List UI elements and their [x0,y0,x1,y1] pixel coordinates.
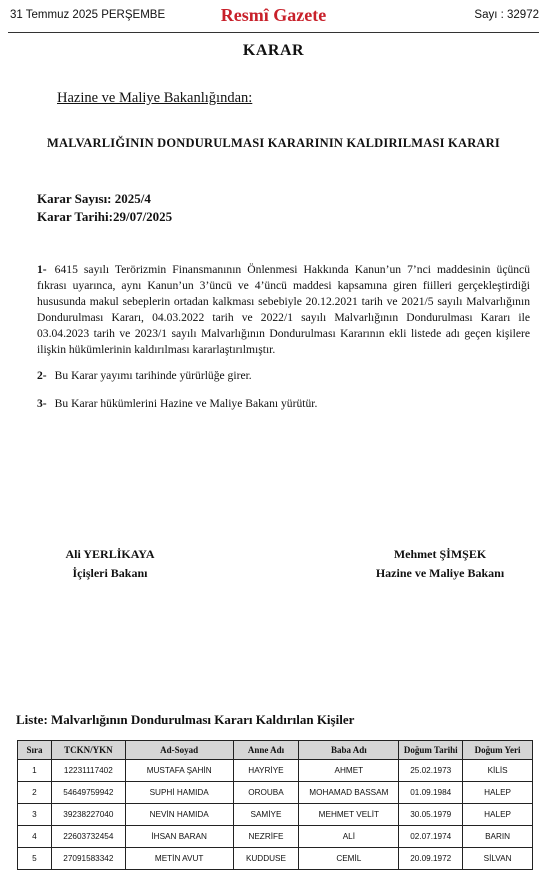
column-header: Anne Adı [233,741,299,760]
table-row [18,804,533,826]
table-row [18,760,533,782]
table-cell: 30.05.1979 [399,804,463,826]
column-header: Baba Adı [299,741,399,760]
table-cell: 12231117402 [51,760,125,782]
table-header-row [18,741,533,760]
table-cell: 01.09.1984 [399,782,463,804]
signature-interior-minister [40,545,180,583]
article-number: 3- [37,397,47,410]
column-header: Doğum Yeri [463,741,533,760]
table-cell: MUSTAFA ŞAHİN [125,760,233,782]
decision-date: Karar Tarihi:29/07/2025 [37,209,173,224]
issuing-ministry: Hazine ve Maliye Bakanlığından: [57,90,253,106]
issue-number: Sayı : 32972 [474,9,539,21]
table-cell: İHSAN BARAN [125,826,233,848]
article-1 [37,262,530,358]
table-cell: SİLVAN [463,848,533,870]
article-2 [37,368,530,384]
table-cell: OROUBA [233,782,299,804]
table-cell: 54649759942 [51,782,125,804]
table-cell: 3 [18,804,52,826]
column-header: Ad-Soyad [125,741,233,760]
signatory-role: Hazine ve Maliye Bakanı [375,566,505,580]
header-divider [8,32,539,33]
table-cell: 39238227040 [51,804,125,826]
header-date: 31 Temmuz 2025 PERŞEMBE [10,9,166,21]
table-cell: NEVİN HAMIDA [125,804,233,826]
document-type: KARAR [242,42,305,59]
table-cell: NEZRİFE [233,826,299,848]
table-cell: CEMİL [299,848,399,870]
persons-table [17,740,533,870]
table-cell: 1 [18,760,52,782]
decision-number: Karar Sayısı: 2025/4 [37,191,151,206]
article-text: Bu Karar hükümlerini Hazine ve Maliye Bakanı yürütür. [54,397,318,410]
gazette-title: Resmî Gazete [220,5,327,25]
table-cell: 02.07.1974 [399,826,463,848]
article-number: 2- [37,369,47,382]
table-row [18,826,533,848]
list-title: Liste: Malvarlığının Dondurulması Kararı Kaldırılan Kişiler [16,712,355,727]
signatory-name: Ali YERLİKAYA [65,547,155,561]
table-cell: AHMET [299,760,399,782]
table-cell: 20.09.1972 [399,848,463,870]
article-text: Bu Karar yayımı tarihinde yürürlüğe girer. [54,369,252,382]
table-cell: SAMİYE [233,804,299,826]
signatory-role: İçişleri Bakanı [72,566,148,580]
table-cell: METİN AVUT [125,848,233,870]
column-header: Doğum Tarihi [399,741,463,760]
table-row [18,782,533,804]
table-cell: KUDDUSE [233,848,299,870]
table-cell: HAYRİYE [233,760,299,782]
table-cell: 5 [18,848,52,870]
table-row [18,848,533,870]
table-cell: HALEP [463,804,533,826]
article-text: 6415 sayılı Terörizmin Finansmanının Önlenmesi Hakkında Kanun’un 7’nci maddesinin üçüncü fıkrası uyarınca, aynı Kanun’un 3’üncü ve 4’üncü maddesi kapsamına giren fiilleri gerçekleştirdiği hususunda makul sebeplerin ortadan kalkması sebebiyle 20.12.2021 tarih ve 2021/5 sayılı Malvarlığının Dondurulması Kararı, 04.03.2022 tarih ve 2022/1 sayılı Malvarlığının Dondurulması Kararı ile 03.04.2023 tarih ve 2023/1 sayılı Malvarlığının Dondurulması Kararının ekli listede adı geçen kişilere ilişkin hükümlerinin kaldırılması kararlaştırılmıştır. [37,263,530,356]
table-cell: ALİ [299,826,399,848]
table-cell: SUPHİ HAMIDA [125,782,233,804]
table-cell: MEHMET VELİT [299,804,399,826]
gazette-header [0,6,547,28]
table-cell: MOHAMAD BASSAM [299,782,399,804]
article-3 [37,396,530,412]
table-cell: 27091583342 [51,848,125,870]
table-cell: 4 [18,826,52,848]
column-header: TCKN/YKN [51,741,125,760]
article-number: 1- [37,263,47,276]
table-cell: HALEP [463,782,533,804]
table-cell: BARIN [463,826,533,848]
table-cell: 22603732454 [51,826,125,848]
table-cell: 25.02.1973 [399,760,463,782]
decision-title: MALVARLIĞININ DONDURULMASI KARARININ KALDIRILMASI KARARI [47,136,500,150]
signatory-name: Mehmet ŞİMŞEK [393,547,487,561]
signature-finance-minister [360,545,520,583]
table-cell: 2 [18,782,52,804]
table-cell: KİLİS [463,760,533,782]
column-header: Sıra [18,741,52,760]
